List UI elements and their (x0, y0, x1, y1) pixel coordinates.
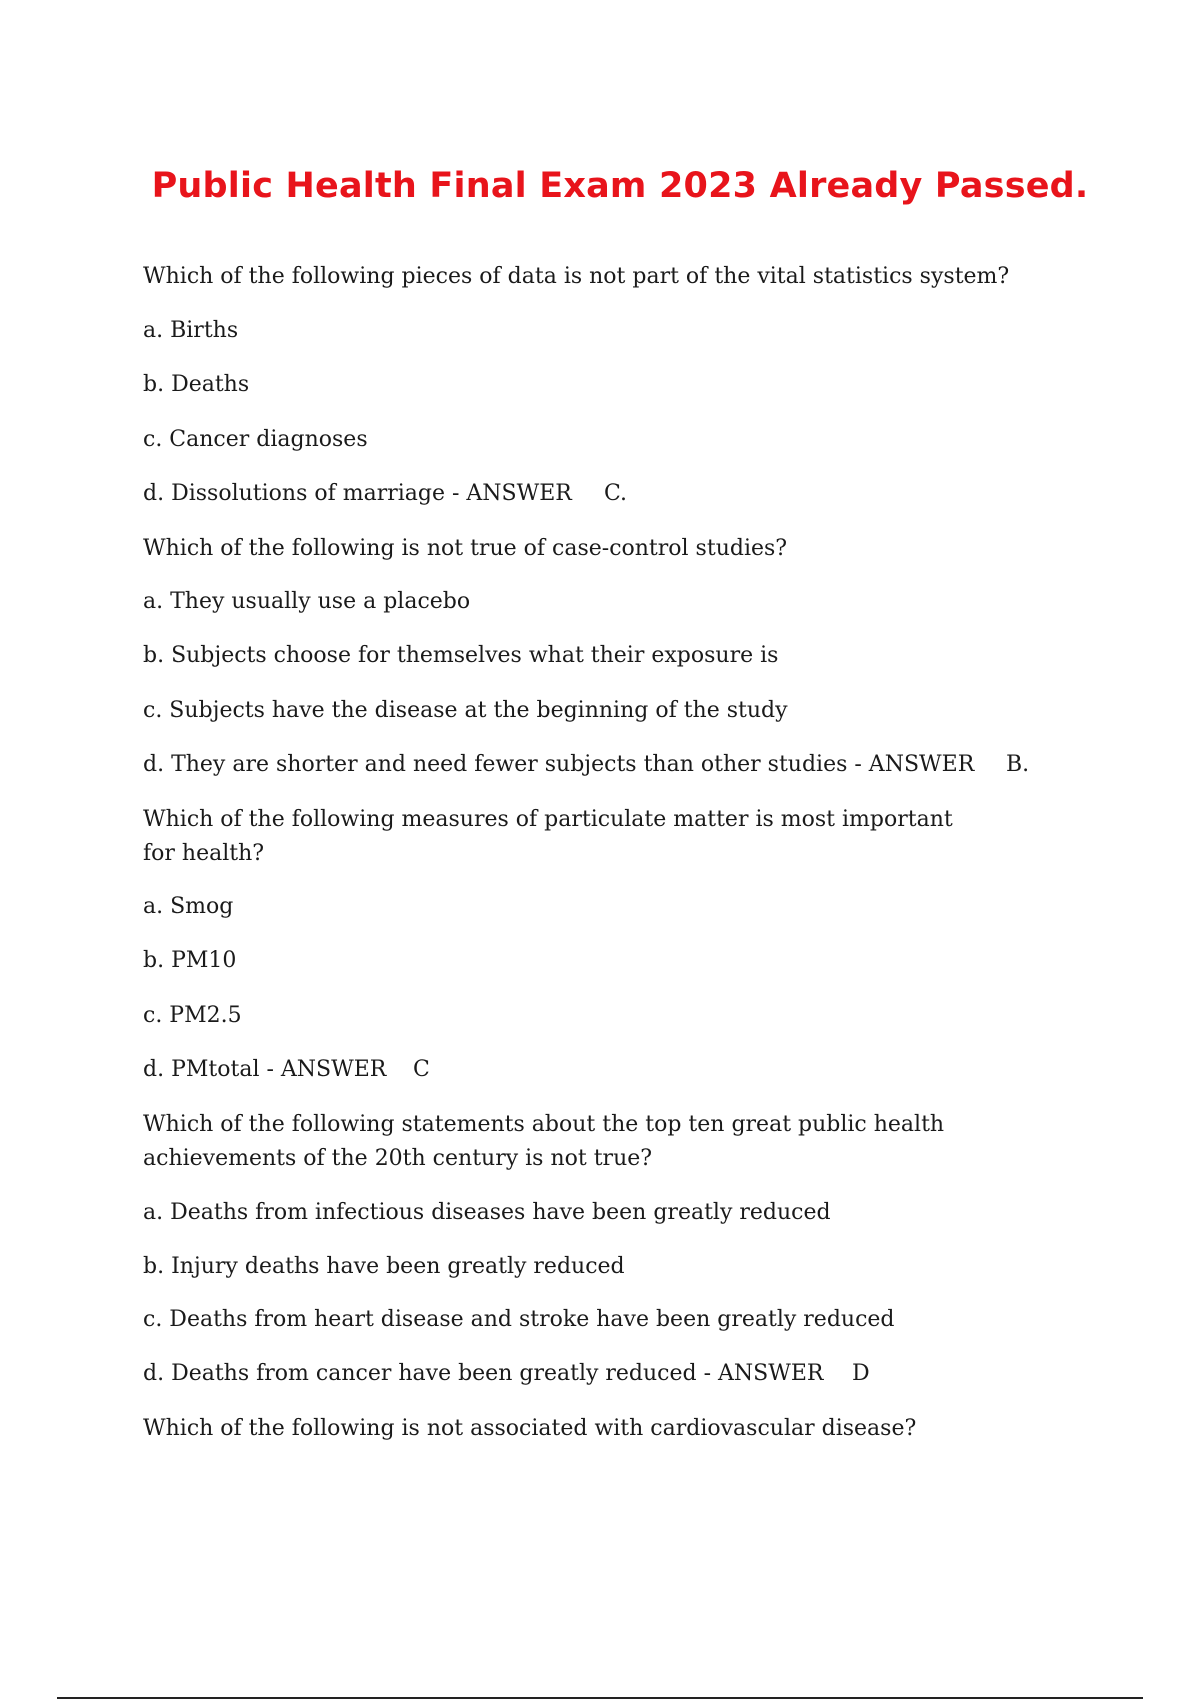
question-2-option-a: a. They usually use a placebo (143, 589, 471, 614)
question-3-option-b: b. PM10 (143, 948, 237, 973)
question-4-option-c: c. Deaths from heart disease and stroke have been greatly reduced (143, 1307, 895, 1332)
question-2-answer: B. (1006, 752, 1030, 777)
footer-rule (57, 1697, 1143, 1699)
question-2-option-b: b. Subjects choose for themselves what their exposure is (143, 643, 779, 668)
question-1-text: Which of the following pieces of data is not part of the vital statistics system? (143, 264, 1010, 289)
question-5-text: Which of the following is not associated with cardiovascular disease? (143, 1416, 917, 1441)
question-4-option-d: d. Deaths from cancer have been greatly reduced - ANSWER (143, 1361, 824, 1386)
question-2-option-d: d. They are shorter and need fewer subjects than other studies - ANSWER (143, 752, 975, 777)
question-1-answer: C. (604, 481, 628, 506)
question-3-option-a: a. Smog (143, 894, 234, 919)
question-1-option-a: a. Births (143, 318, 239, 343)
question-2-option-c: c. Subjects have the disease at the beginning of the study (143, 698, 788, 723)
question-3-option-c: c. PM2.5 (143, 1003, 242, 1028)
question-3-option-d: d. PMtotal - ANSWER (143, 1057, 387, 1082)
question-1-option-d: d. Dissolutions of marriage - ANSWER (143, 481, 572, 506)
question-3-answer: C (413, 1057, 430, 1082)
question-1-option-b: b. Deaths (143, 372, 250, 397)
question-4-option-b: b. Injury deaths have been greatly reduced (143, 1254, 625, 1279)
question-4-answer: D (852, 1361, 870, 1386)
document-title: Public Health Final Exam 2023 Already Passed. (151, 166, 1089, 206)
question-4-option-a: a. Deaths from infectious diseases have been greatly reduced (143, 1200, 831, 1225)
question-3-text: Which of the following measures of particulate matter is most important for health? (143, 807, 953, 866)
question-4-text: Which of the following statements about the top ten great public health achievements of the 20th century is not true? (143, 1112, 945, 1171)
question-1-option-c: c. Cancer diagnoses (143, 427, 368, 452)
question-2-text: Which of the following is not true of case-control studies? (143, 536, 788, 561)
